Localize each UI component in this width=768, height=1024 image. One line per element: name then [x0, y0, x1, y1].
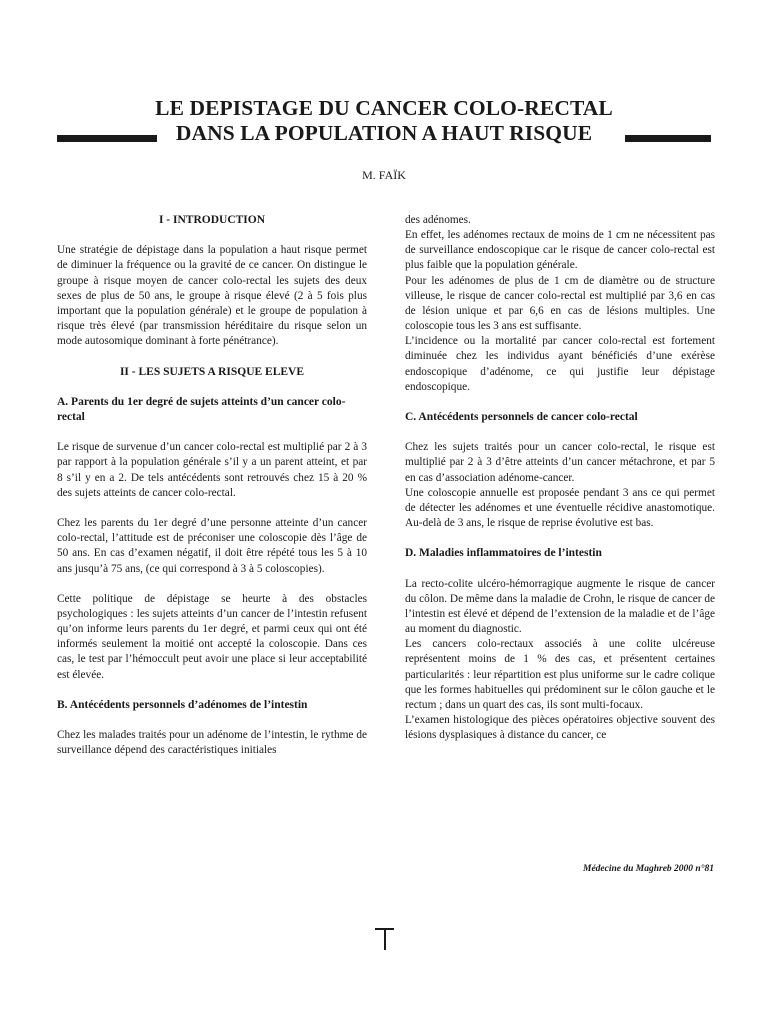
section-heading-introduction: I - INTRODUCTION [158, 214, 266, 226]
paragraph: des adénomes. [405, 214, 471, 226]
paragraph: L’examen histologique des pièces opératoires objective souvent des lésions dysplasiques à distance du cancer, ce [405, 714, 715, 742]
paragraph: Pour les adénomes de plus de 1 cm de diamètre ou de structure villeuse, le risque de cancer colo-rectal est multiplié par 3,6 en cas de lésion unique et par 6,6 en cas de lésions multiples. Une coloscopie tous les 3 ans est suffisante. [405, 274, 715, 333]
subheading-inflammatory-disease: D. Maladies inflammatoires de l’intestin [405, 547, 602, 560]
section-heading-risk-subjects: II - LES SUJETS A RISQUE ELEVE [119, 365, 305, 378]
subheading-personal-cancer: C. Antécédents personnels de cancer colo-rectal [405, 411, 638, 424]
author-name: M. FAÏK [362, 168, 406, 182]
paragraph: L’incidence ou la mortalité par cancer colo-rectal est fortement diminuée chez les individus ayant bénéficiés d’une exérèse endoscopique d’adénome, ce qui justifie leur dépistage endoscopique. [405, 335, 715, 393]
title-rule-right [625, 135, 711, 142]
paragraph: La recto-colite ulcéro-hémorragique augmente le risque de cancer du côlon. De même dans la maladie de Crohn, le risque de cancer de l’intestin est élevé et dépend de l’extension de la maladie et de l’âge au moment du diagnostic. [405, 577, 715, 636]
title-line-2: DANS LA POPULATION A HAUT RISQUE [175, 121, 593, 145]
column-left [57, 213, 367, 759]
paragraph: Les cancers colo-rectaux associés à une colite ulcéreuse représentent moins de 1 % des cas, et présentent certaines particularités : leur répartition est plus uniforme sur le cadre colique que les formes habituelles qui prédominent sur le côlon gauche et le rectum ; dans un quart des cas, ils sont multi-focaux. [405, 638, 715, 711]
paragraph: Une coloscopie annuelle est proposée pendant 3 ans ce qui permet de détecter les adénomes et une éventuelle récidive anastomotique. Au-delà de 3 ans, le risque de reprise évolutive est bas. [405, 486, 715, 530]
paragraph: En effet, les adénomes rectaux de moins de 1 cm ne nécessitent pas de surveillance endoscopique car le risque de cancer colo-rectal est plus faible que la population générale. [405, 229, 715, 272]
journal-footer: Médecine du Maghreb 2000 n°81 [583, 864, 714, 874]
subheading-parents: A. Parents du 1er degré de sujets atteints d’un cancer colo-rectal [57, 395, 346, 423]
paragraph: Chez les malades traités pour un adénome de l’intestin, le rythme de surveillance dépend des caractéristiques initiales [57, 729, 367, 757]
paragraph: Le risque de survenue d’un cancer colo-rectal est multiplié par 2 à 3 par rapport à la population générale s’il y a un parent atteint, et par 8 s’il y en a 2. De tels antécédents sont retrouvés chez 15 à 20 % des sujets atteints de cancer colo-rectal. [57, 441, 367, 499]
title-rule-left [57, 135, 157, 142]
paragraph: Chez les parents du 1er degré d’une personne atteinte d’un cancer colo-rectal, l’attitude est de préconiser une coloscopie dès l’âge de 50 ans. En cas d’examen négatif, il doit être répété tous les 5 à 10 ans jusqu’à 75 ans, (ce qui correspond à 3 à 5 coloscopies). [57, 517, 367, 575]
paragraph: Chez les sujets traités pour un cancer colo-rectal, le risque est multiplié par 2 à 3 d’être atteints d’un cancer métachrone, et par 5 en cas d’association adénome-cancer. [405, 441, 715, 484]
title-line-1: LE DEPISTAGE DU CANCER COLO-RECTAL [155, 96, 613, 120]
paragraph: Une stratégie de dépistage dans la population a haut risque permet de diminuer la fréquence ou la gravité de ce cancer. On distingue le groupe à risque moyen de cancer colo-rectal les sujets des deux sexes de plus de 50 ans, le groupe à risque élevé (2 à 5 fois plus important que la population générale) et le groupe de population à risque très élevé (par transmission héréditaire du risque selon un mode autosomique dominant à forte pénétrance). [57, 244, 367, 348]
crop-mark [375, 928, 394, 950]
paragraph: Cette politique de dépistage se heurte à des obstacles psychologiques : les sujets atteints d’un cancer de l’intestin refusent qu’on informe leurs parents du 1er degré, et parmi ceux qui ont été informés seulement la moitié ont accepté la coloscopie. Dans ces cas, le test par l’hémoccult peut avoir une place si leur acceptabilité est élevée. [57, 592, 367, 681]
column-right [405, 213, 715, 743]
subheading-adenomas: B. Antécédents personnels d’adénomes de l’intestin [57, 698, 308, 711]
